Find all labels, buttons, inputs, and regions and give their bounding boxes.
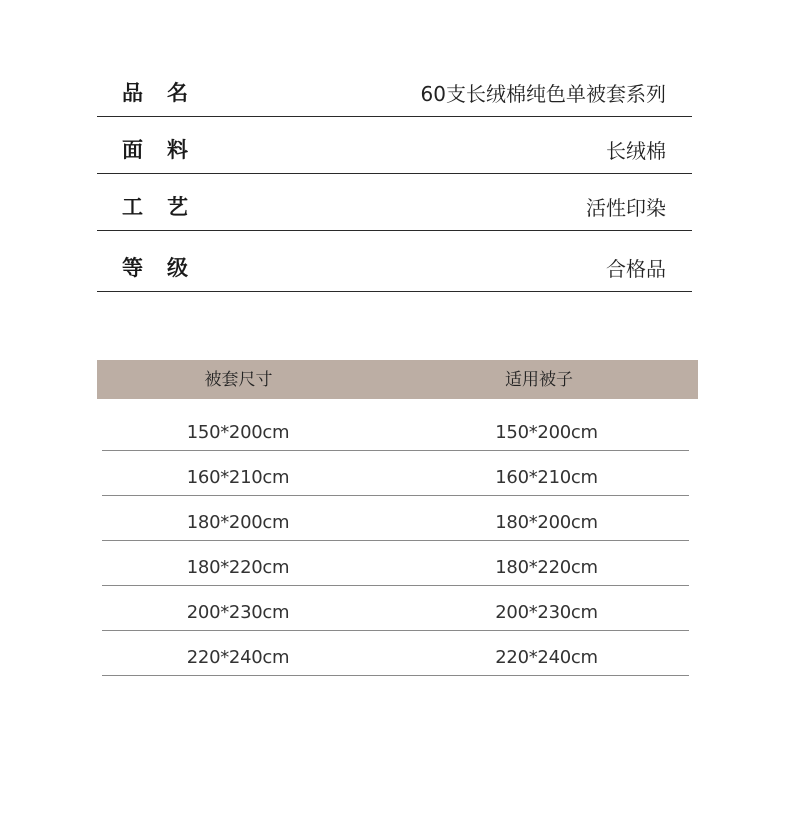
spec-label: 面料 [122, 138, 212, 162]
spec-label: 品名 [122, 81, 212, 105]
spec-row-name [97, 60, 692, 117]
size-table-header [97, 360, 698, 399]
duvet-size-cell: 160*210cm [186, 467, 290, 488]
duvet-size-cell: 200*230cm [186, 602, 290, 623]
table-row [102, 399, 689, 451]
spec-value: 长绒棉 [606, 139, 666, 163]
duvet-size-cell: 180*220cm [186, 557, 290, 578]
spec-value: 合格品 [606, 257, 666, 281]
table-row [102, 631, 689, 676]
table-row [102, 586, 689, 631]
spec-label: 工艺 [122, 195, 212, 219]
spec-label: 等级 [122, 256, 212, 280]
table-row [102, 496, 689, 541]
spec-value: 活性印染 [586, 196, 666, 220]
quilt-size-cell: 150*200cm [495, 422, 598, 443]
quilt-size-cell: 160*210cm [495, 467, 598, 488]
quilt-size-cell: 200*230cm [495, 602, 598, 623]
spec-row-craft [97, 174, 692, 231]
table-row [102, 541, 689, 586]
spec-value: 60支长绒棉纯色单被套系列 [420, 82, 666, 106]
header-duvet-size: 被套尺寸 [204, 370, 273, 390]
spec-row-grade [97, 231, 692, 292]
product-spec-list [97, 60, 692, 292]
header-fits-quilt: 适用被子 [505, 370, 573, 390]
quilt-size-cell: 180*200cm [495, 512, 598, 533]
duvet-size-cell: 150*200cm [186, 422, 290, 443]
duvet-size-cell: 220*240cm [186, 647, 290, 668]
table-row [102, 451, 689, 496]
size-table-body [102, 399, 689, 676]
spec-row-fabric [97, 117, 692, 174]
duvet-size-cell: 180*200cm [186, 512, 290, 533]
size-table [97, 360, 698, 676]
quilt-size-cell: 180*220cm [495, 557, 598, 578]
quilt-size-cell: 220*240cm [495, 647, 598, 668]
